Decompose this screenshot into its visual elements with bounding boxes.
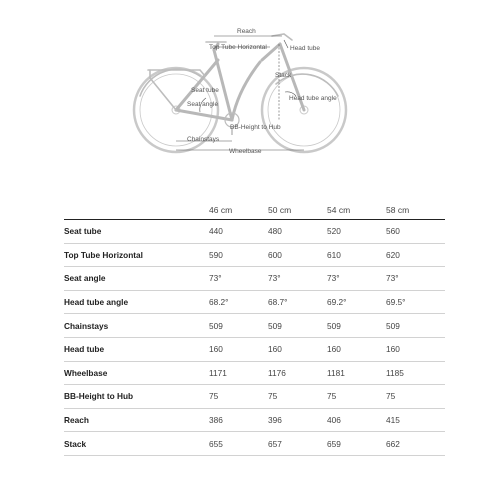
table-row [64,267,445,291]
value-cell: 160 [386,337,445,361]
table-row [64,408,445,432]
row-label: Head tube [64,337,209,361]
size-header: 46 cm [209,200,268,220]
value-cell: 69.5° [386,290,445,314]
value-cell: 509 [209,314,268,338]
value-cell: 68.2° [209,290,268,314]
value-cell: 415 [386,408,445,432]
row-label: Seat angle [64,267,209,291]
label-stack: Stack [275,72,292,79]
value-cell: 440 [209,220,268,244]
label-seat-angle: Seat angle [187,101,219,108]
table-row [64,337,445,361]
value-cell: 620 [386,243,445,267]
label-reach: Reach [237,28,256,35]
value-cell: 160 [327,337,386,361]
value-cell: 1185 [386,361,445,385]
table-header-row [64,200,445,220]
label-head-tube: Head tube [290,45,320,52]
value-cell: 662 [386,432,445,456]
size-header: 58 cm [386,200,445,220]
table-row [64,385,445,409]
value-cell: 1176 [268,361,327,385]
size-header: 50 cm [268,200,327,220]
value-cell: 160 [268,337,327,361]
label-seat-tube: Seat tube [191,87,219,94]
value-cell: 68.7° [268,290,327,314]
table-row [64,361,445,385]
value-cell: 69.2° [327,290,386,314]
value-cell: 396 [268,408,327,432]
value-cell: 75 [327,385,386,409]
value-cell: 73° [209,267,268,291]
value-cell: 1171 [209,361,268,385]
value-cell: 75 [386,385,445,409]
value-cell: 600 [268,243,327,267]
value-cell: 73° [268,267,327,291]
value-cell: 386 [209,408,268,432]
table-row [64,314,445,338]
label-wheelbase: Wheelbase [229,148,262,155]
row-label: Head tube angle [64,290,209,314]
row-label: Reach [64,408,209,432]
geometry-table [64,200,445,456]
table-row [64,220,445,244]
value-cell: 480 [268,220,327,244]
label-chainstays: Chainstays [187,136,220,143]
value-cell: 590 [209,243,268,267]
label-bb-height: BB-Height to Hub [230,124,281,131]
row-label: Stack [64,432,209,456]
label-head-tube-angle: Head tube angle [289,95,337,102]
value-cell: 1181 [327,361,386,385]
value-cell: 659 [327,432,386,456]
bike-geometry-diagram [0,0,500,165]
row-label: Chainstays [64,314,209,338]
label-top-tube: Top Tube Horizontal [209,44,267,51]
value-cell: 73° [386,267,445,291]
value-cell: 610 [327,243,386,267]
row-label: Seat tube [64,220,209,244]
value-cell: 657 [268,432,327,456]
value-cell: 509 [327,314,386,338]
header-label-cell [64,200,209,220]
table-row [64,290,445,314]
value-cell: 160 [209,337,268,361]
value-cell: 560 [386,220,445,244]
value-cell: 406 [327,408,386,432]
value-cell: 75 [268,385,327,409]
value-cell: 509 [386,314,445,338]
value-cell: 655 [209,432,268,456]
table-row [64,243,445,267]
value-cell: 520 [327,220,386,244]
bike-frame [176,44,304,120]
value-cell: 73° [327,267,386,291]
row-label: BB-Height to Hub [64,385,209,409]
value-cell: 75 [209,385,268,409]
row-label: Top Tube Horizontal [64,243,209,267]
size-header: 54 cm [327,200,386,220]
value-cell: 509 [268,314,327,338]
table-row [64,432,445,456]
row-label: Wheelbase [64,361,209,385]
